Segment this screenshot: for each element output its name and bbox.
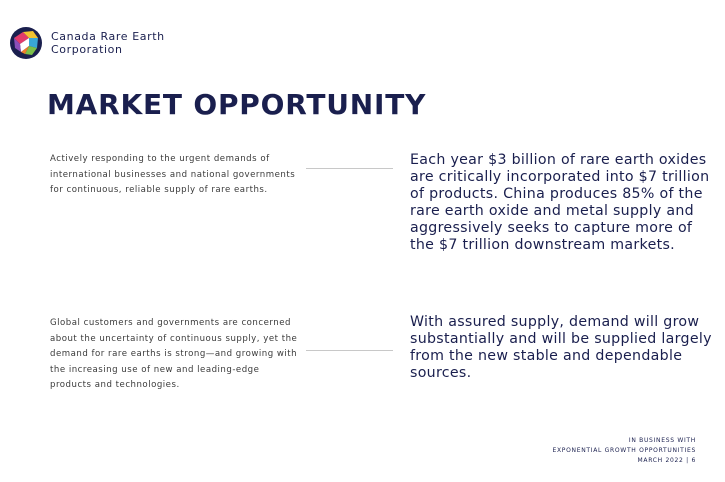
footer-tagline — [552, 436, 696, 466]
section1-left-text: Actively responding to the urgent demands of international businesses and national governments for continuous, reliable supply of rare earths. — [50, 154, 296, 196]
section2-divider — [306, 350, 393, 351]
footer-date-page: MARCH 2022 | 6 — [637, 457, 696, 464]
company-name-line1: Canada Rare Earth — [51, 30, 165, 43]
section1-divider — [306, 168, 393, 169]
section2-left-text: Global customers and governments are concerned about the uncertainty of continuous supply, yet the demand for rare earths is strong—and growing with the increasing use of new and leading-edge products and technologies. — [50, 318, 298, 391]
company-logo — [9, 26, 165, 60]
company-name-line2: Corporation — [51, 43, 123, 56]
footer-line2: EXPONENTIAL GROWTH OPPORTUNITIES — [552, 447, 696, 454]
section1-right-text: Each year $3 billion of rare earth oxides are critically incorporated into $7 trillion of products. China produces 85% of the rare earth oxide and metal supply and aggressively seeks to capture more of the $7 trillion downstream markets. — [410, 152, 710, 253]
company-logo-icon — [9, 26, 43, 60]
section2-right-text: With assured supply, demand will grow substantially and will be supplied largely from the new stable and dependable sources. — [410, 314, 712, 381]
company-name — [51, 30, 165, 56]
footer-line1: IN BUSINESS WITH — [628, 437, 696, 444]
page-title: MARKET OPPORTUNITY — [47, 88, 427, 121]
